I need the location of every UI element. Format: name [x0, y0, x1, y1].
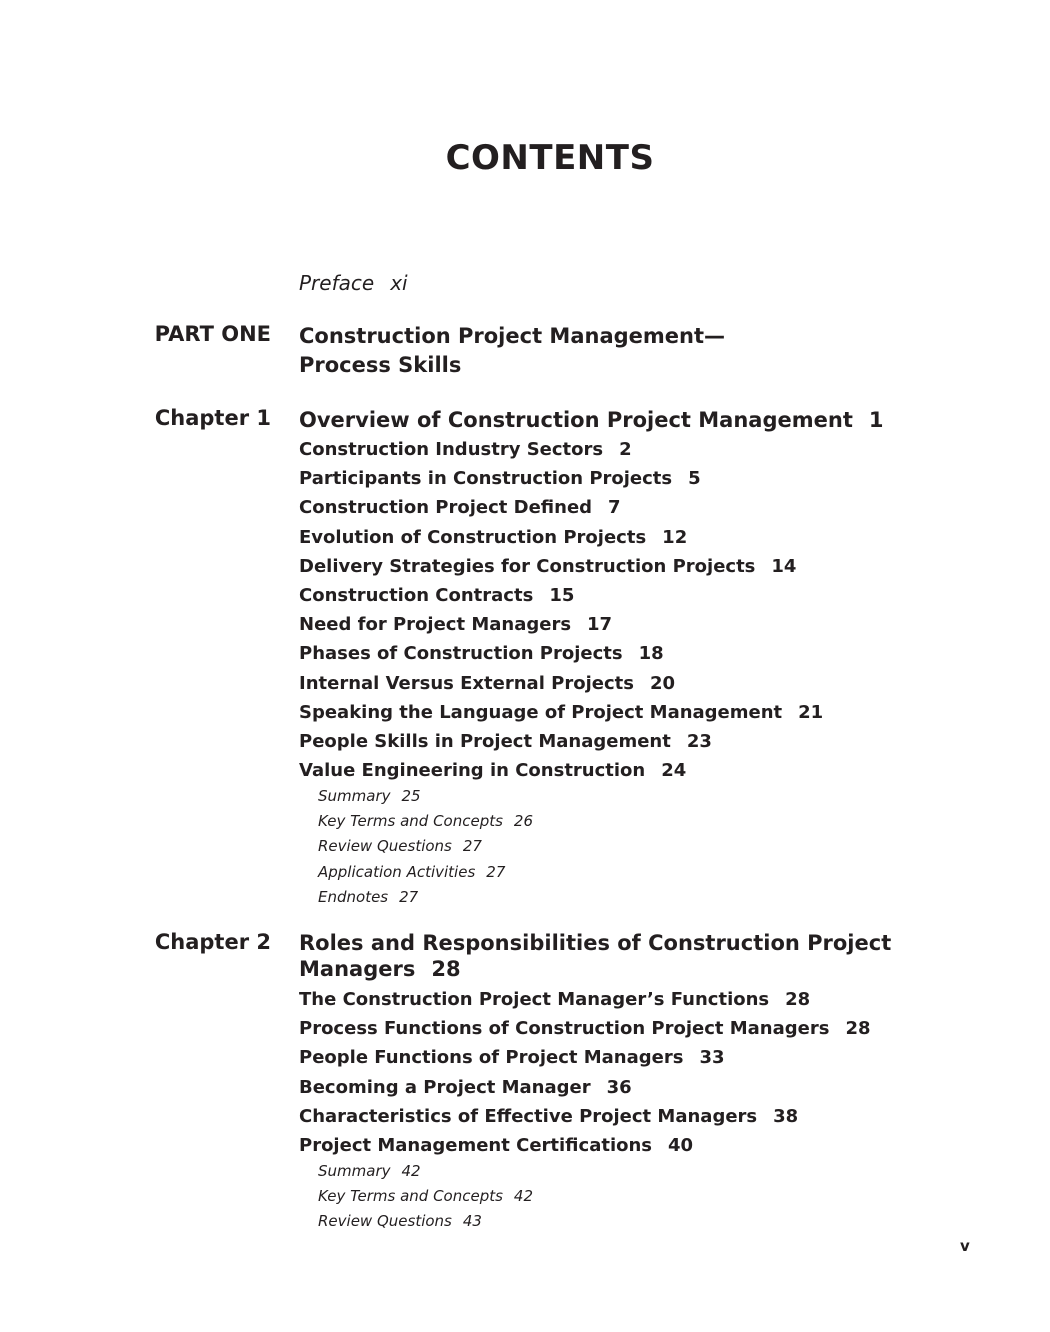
entry-page: 12 [662, 526, 688, 548]
preface-label: Preface [299, 271, 375, 295]
entry-title: Characteristics of Effective Project Managers [299, 1105, 758, 1127]
toc-entry[interactable] [299, 1102, 939, 1131]
toc-entry[interactable] [299, 493, 939, 522]
sub-entry-page: 27 [399, 887, 419, 906]
chapter1-page: 1 [868, 408, 884, 432]
toc-entry[interactable] [299, 1131, 939, 1160]
entry-title: Speaking the Language of Project Management [299, 701, 783, 723]
entry-page: 28 [845, 1018, 871, 1040]
entry-title: People Functions of Project Managers [299, 1047, 684, 1069]
sub-entry-page: 42 [513, 1187, 534, 1206]
part-one-title [299, 322, 725, 380]
toc-entry[interactable] [299, 727, 939, 756]
sub-entry-page: 27 [462, 837, 482, 856]
toc-sub-entry[interactable] [318, 1184, 533, 1209]
entry-page: 33 [699, 1047, 725, 1069]
toc-entry[interactable] [299, 639, 939, 668]
chapter2-title[interactable] [299, 930, 891, 982]
toc-entry[interactable] [299, 1014, 939, 1043]
entry-page: 36 [606, 1076, 632, 1098]
toc-entry[interactable] [299, 581, 939, 610]
entry-page: 21 [798, 701, 824, 723]
entry-title: Need for Project Managers [299, 614, 572, 636]
entry-page: 40 [668, 1134, 694, 1156]
toc-sub-entry[interactable] [318, 1209, 533, 1234]
sub-entry-page: 27 [486, 862, 506, 881]
entry-title: Construction Contracts [299, 584, 534, 606]
part-one-title-line1: Construction Project Management— [299, 324, 725, 348]
chapter2-label: Chapter 2 [154, 930, 271, 954]
toc-entry[interactable] [299, 669, 939, 698]
entry-title: Phases of Construction Projects [299, 643, 623, 665]
sub-entry-title: Endnotes [318, 887, 389, 906]
entry-page: 5 [688, 468, 701, 490]
entry-title: Becoming a Project Manager [299, 1076, 591, 1098]
part-one-label: PART ONE [154, 322, 271, 346]
entry-page: 15 [549, 584, 575, 606]
page-title: CONTENTS [445, 138, 655, 178]
toc-sub-entry[interactable] [318, 860, 533, 885]
sub-entry-title: Summary [318, 787, 391, 805]
entry-title: Internal Versus External Projects [299, 672, 634, 694]
toc-sub-entry[interactable] [318, 809, 533, 834]
entry-page: 17 [587, 614, 613, 636]
page-number: v [960, 1237, 970, 1255]
chapter2-title-line1: Roles and Responsibilities of Construction Project [299, 931, 892, 955]
toc-entry[interactable] [299, 698, 939, 727]
toc-entry[interactable] [299, 1073, 939, 1102]
entry-title: People Skills in Project Management [299, 730, 671, 752]
sub-entry-page: 26 [513, 812, 534, 831]
sub-entry-title: Review Questions [318, 1212, 452, 1231]
sub-entry-page: 42 [401, 1162, 421, 1180]
entry-title: Value Engineering in Construction [299, 760, 646, 782]
entry-page: 23 [686, 730, 712, 752]
entry-page: 2 [619, 439, 632, 460]
toc-preface[interactable] [299, 271, 408, 295]
entry-title: Delivery Strategies for Construction Projects [299, 555, 756, 577]
toc-entry[interactable] [299, 1043, 939, 1072]
toc-sub-entry[interactable] [318, 834, 533, 859]
entry-title: Participants in Construction Projects [299, 468, 673, 490]
sub-entry-title: Review Questions [318, 837, 452, 856]
toc-entry[interactable] [299, 552, 939, 581]
chapter1-section-list [299, 435, 939, 785]
toc-entry[interactable] [299, 464, 939, 493]
entry-page: 14 [771, 555, 797, 577]
toc-entry[interactable] [299, 435, 939, 464]
chapter1-title-text: Overview of Construction Project Management [299, 408, 853, 432]
part-one-title-line2: Process Skills [299, 353, 462, 377]
sub-entry-title: Application Activities [318, 862, 476, 881]
toc-entry[interactable] [299, 985, 939, 1014]
chapter2-end-matter [318, 1159, 533, 1235]
chapter1-label: Chapter 1 [154, 406, 271, 430]
toc-entry[interactable] [299, 756, 939, 785]
sub-entry-page: 43 [462, 1212, 482, 1231]
toc-sub-entry[interactable] [318, 1159, 533, 1184]
entry-title: Evolution of Construction Projects [299, 526, 647, 548]
chapter2-title-line2: Managers [299, 957, 416, 981]
chapter1-title[interactable] [299, 406, 883, 435]
sub-entry-title: Key Terms and Concepts [318, 812, 503, 831]
entry-title: Process Functions of Construction Project Managers [299, 1018, 830, 1040]
sub-entry-title: Key Terms and Concepts [318, 1187, 503, 1206]
entry-page: 18 [638, 643, 664, 665]
toc-entry[interactable] [299, 610, 939, 639]
toc-entry[interactable] [299, 523, 939, 552]
entry-page: 24 [661, 760, 687, 782]
entry-page: 28 [785, 989, 811, 1010]
entry-page: 20 [649, 672, 675, 694]
entry-title: Construction Industry Sectors [299, 439, 604, 460]
entry-page: 7 [608, 497, 621, 519]
entry-page: 38 [773, 1105, 799, 1127]
entry-title: The Construction Project Manager’s Functions [299, 989, 770, 1010]
entry-title: Project Management Certifications [299, 1134, 653, 1156]
preface-page: xi [390, 271, 408, 295]
chapter2-section-list [299, 985, 939, 1160]
sub-entry-title: Summary [318, 1162, 391, 1180]
chapter2-page: 28 [431, 957, 461, 981]
entry-title: Construction Project Defined [299, 497, 593, 519]
toc-sub-entry[interactable] [318, 885, 533, 910]
chapter1-end-matter [318, 784, 533, 910]
sub-entry-page: 25 [401, 787, 421, 805]
toc-sub-entry[interactable] [318, 784, 533, 809]
